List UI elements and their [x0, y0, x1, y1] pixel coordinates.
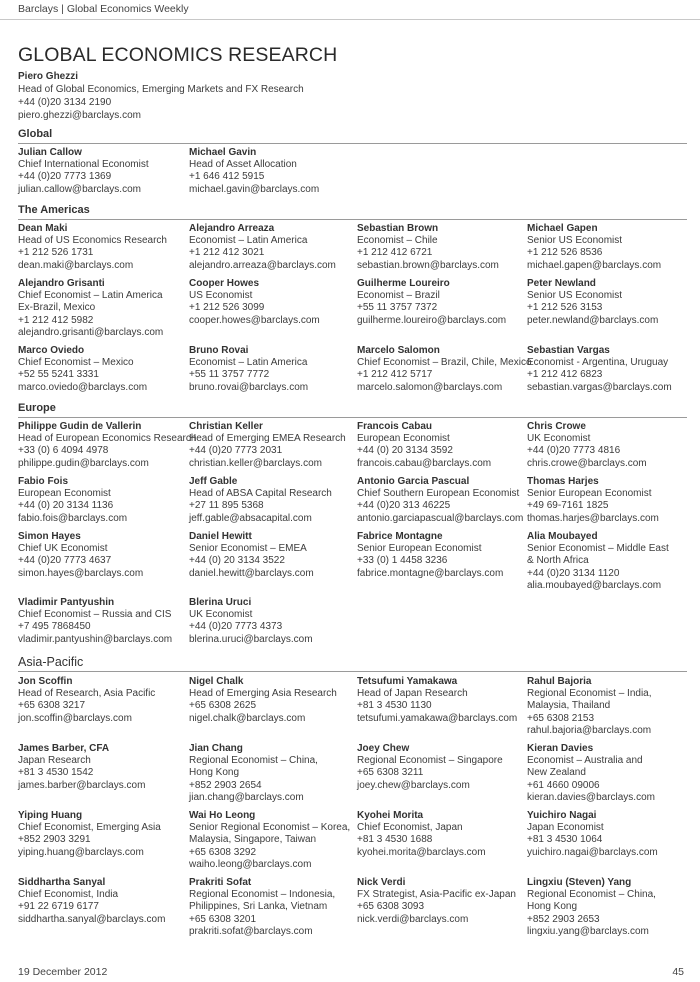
contact-email[interactable]: siddhartha.sanyal@barclays.com	[18, 913, 166, 925]
contact-name: Cooper Howes	[189, 278, 260, 289]
contact-name: Wai Ho Leong	[189, 810, 256, 821]
contact-detail: Economist – Chile	[357, 235, 438, 247]
contact-detail: +55 11 3757 7372	[357, 302, 438, 314]
contact-card	[527, 743, 695, 804]
contact-email[interactable]: simon.hayes@barclays.com	[18, 567, 144, 579]
contact-detail: Head of US Economics Research	[18, 235, 167, 247]
contact-detail: +44 (0)20 7773 2031	[189, 445, 283, 457]
contact-name: Fabio Fois	[18, 476, 68, 487]
contact-name: Michael Gapen	[527, 223, 598, 234]
page-number: 45	[672, 966, 684, 978]
contact-name: Bruno Rovai	[189, 345, 249, 356]
contact-detail: Regional Economist – Singapore	[357, 755, 503, 767]
contact-card	[189, 278, 357, 327]
contact-detail: +1 212 412 5717	[357, 369, 433, 381]
contact-detail: Chief Economist, India	[18, 889, 119, 901]
contact-detail: Economist - Argentina, Uruguay	[527, 357, 669, 369]
contact-detail: +55 11 3757 7772	[189, 369, 270, 381]
contact-detail: Chief Economist – Brazil, Chile, Mexico	[357, 357, 532, 369]
contact-email: piero.ghezzi@barclays.com	[18, 110, 141, 121]
contact-name: Jian Chang	[189, 743, 243, 754]
contact-card	[357, 345, 532, 394]
contact-name: Siddhartha Sanyal	[18, 877, 106, 888]
contact-name: Jeff Gable	[189, 476, 238, 487]
contact-card	[189, 223, 357, 272]
page-title: GLOBAL ECONOMICS RESEARCH	[18, 44, 338, 66]
contact-email[interactable]: thomas.harjes@barclays.com	[527, 512, 659, 524]
contact-detail: & North Africa	[527, 555, 589, 567]
contact-card	[357, 877, 525, 926]
contact-detail: +81 3 4530 1542	[18, 767, 94, 779]
contact-card	[527, 531, 695, 592]
contact-email[interactable]: cooper.howes@barclays.com	[189, 314, 320, 326]
contact-card	[189, 676, 357, 725]
contact-detail: +52 55 5241 3331	[18, 369, 99, 381]
contact-detail: +7 495 7868450	[18, 621, 91, 633]
contact-detail: +852 2903 3291	[18, 834, 91, 846]
contact-name: Guilherme Loureiro	[357, 278, 450, 289]
contact-detail: Senior Economist – Middle East	[527, 543, 669, 555]
contact-email[interactable]: jian.chang@barclays.com	[189, 791, 304, 803]
contact-detail: Senior US Economist	[527, 290, 623, 302]
contact-email[interactable]: julian.callow@barclays.com	[18, 183, 141, 195]
contact-detail: Chief Economist – Latin America	[18, 290, 163, 302]
contact-name: Piero Ghezzi	[18, 71, 79, 82]
contact-name: Marco Oviedo	[18, 345, 85, 356]
contact-email[interactable]: nigel.chalk@barclays.com	[189, 712, 306, 724]
contact-detail: Regional Economist – India,	[527, 688, 652, 700]
contact-detail: +44 (0)20 313 46225	[357, 500, 451, 512]
contact-card	[18, 345, 186, 394]
footer-date: 19 December 2012	[18, 966, 108, 978]
contact-detail: FX Strategist, Asia-Pacific ex-Japan	[357, 889, 516, 901]
contact-detail: +44 (0)20 7773 4373	[189, 621, 283, 633]
contact-detail: Ex-Brazil, Mexico	[18, 302, 96, 314]
contact-detail: +1 212 526 8536	[527, 247, 603, 259]
contact-name: Lingxiu (Steven) Yang	[527, 877, 632, 888]
contact-email[interactable]: sebastian.brown@barclays.com	[357, 259, 499, 271]
contact-email[interactable]: antonio.garciapascual@barclays.com	[357, 512, 524, 524]
contact-card	[189, 597, 357, 646]
contact-detail: +1 212 412 3021	[189, 247, 265, 259]
contact-email[interactable]: lingxiu.yang@barclays.com	[527, 925, 649, 937]
contact-email[interactable]: chris.crowe@barclays.com	[527, 457, 647, 469]
contact-card	[189, 743, 357, 804]
contact-detail: Senior Economist – EMEA	[189, 543, 307, 555]
contact-detail: Economist – Latin America	[189, 235, 308, 247]
contact-card	[18, 421, 197, 470]
contact-email[interactable]: dean.maki@barclays.com	[18, 259, 134, 271]
contact-email[interactable]: marcelo.salomon@barclays.com	[357, 381, 503, 393]
contact-email[interactable]: james.barber@barclays.com	[18, 779, 146, 791]
contact-name: Alejandro Grisanti	[18, 278, 105, 289]
contact-email[interactable]: yiping.huang@barclays.com	[18, 846, 144, 858]
contact-email[interactable]: kieran.davies@barclays.com	[527, 791, 655, 803]
contact-detail: Chief UK Economist	[18, 543, 108, 555]
contact-detail: +44 (0)20 7773 1369	[18, 171, 112, 183]
contact-detail: +65 6308 3093	[357, 901, 425, 913]
contact-name: Sebastian Vargas	[527, 345, 610, 356]
contact-name: Marcelo Salomon	[357, 345, 440, 356]
contact-detail: Chief Economist – Russia and CIS	[18, 609, 172, 621]
contact-detail: +81 3 4530 1130	[357, 700, 432, 712]
contact-detail: Economist – Latin America	[189, 357, 308, 369]
contact-email[interactable]: nick.verdi@barclays.com	[357, 913, 469, 925]
contact-email[interactable]: sebastian.vargas@barclays.com	[527, 381, 672, 393]
contact-detail: +65 6308 3292	[189, 846, 257, 858]
contact-detail: +65 6308 3201	[189, 913, 257, 925]
contact-detail: Regional Economist – Indonesia,	[189, 889, 336, 901]
contact-detail: Chief Economist, Emerging Asia	[18, 822, 161, 834]
contact-email[interactable]: fabrice.montagne@barclays.com	[357, 567, 504, 579]
contact-email[interactable]: jeff.gable@absacapital.com	[189, 512, 312, 524]
contact-detail: Chief Southern European Economist	[357, 488, 520, 500]
contact-card	[189, 476, 357, 525]
contact-detail: Senior Regional Economist – Korea,	[189, 822, 351, 834]
contact-detail: Economist – Australia and	[527, 755, 643, 767]
contact-detail: US Economist	[189, 290, 253, 302]
contact-name: Joey Chew	[357, 743, 410, 754]
contact-name: Chris Crowe	[527, 421, 586, 432]
contact-card	[357, 531, 525, 580]
contact-name: Kyohei Morita	[357, 810, 424, 821]
contact-card	[18, 476, 186, 525]
contact-card	[527, 877, 695, 938]
contact-name: Prakriti Sofat	[189, 877, 252, 888]
contact-card	[527, 278, 695, 327]
contact-name: Antonio Garcia Pascual	[357, 476, 470, 487]
contact-detail: +44 (0) 20 3134 3522	[189, 555, 285, 567]
contact-card	[189, 345, 357, 394]
contact-card	[18, 223, 186, 272]
contact-detail: Head of Japan Research	[357, 688, 468, 700]
contact-card	[527, 476, 695, 525]
contact-name: Michael Gavin	[189, 147, 257, 158]
contact-email[interactable]: alia.moubayed@barclays.com	[527, 579, 662, 591]
contact-name: Sebastian Brown	[357, 223, 439, 234]
contact-detail: UK Economist	[189, 609, 253, 621]
contact-detail: Japan Economist	[527, 822, 604, 834]
contact-detail: +1 212 412 6721	[357, 247, 433, 259]
contact-name: Yuichiro Nagai	[527, 810, 597, 821]
section-title-americas: The Americas	[18, 204, 90, 216]
contact-detail: +1 212 412 5982	[18, 314, 94, 326]
contact-detail: +44 (0)20 3134 1120	[527, 567, 620, 579]
contact-card	[357, 676, 525, 725]
contact-card	[527, 810, 695, 859]
contact-email[interactable]: philippe.gudin@barclays.com	[18, 457, 149, 469]
contact-email[interactable]: yuichiro.nagai@barclays.com	[527, 846, 658, 858]
contact-detail: Malaysia, Singapore, Taiwan	[189, 834, 317, 846]
contact-detail: +852 2903 2654	[189, 779, 262, 791]
contact-detail: +1 212 412 6823	[527, 369, 603, 381]
contact-email[interactable]: blerina.uruci@barclays.com	[189, 633, 313, 645]
contact-name: Rahul Bajoria	[527, 676, 592, 687]
contact-email[interactable]: michael.gavin@barclays.com	[189, 183, 320, 195]
contact-detail: +61 4660 09006	[527, 779, 600, 791]
contact-name: Dean Maki	[18, 223, 68, 234]
contact-email[interactable]: christian.keller@barclays.com	[189, 457, 322, 469]
contact-email[interactable]: waiho.leong@barclays.com	[189, 858, 312, 870]
contact-name: Francois Cabau	[357, 421, 433, 432]
contact-email[interactable]: daniel.hewitt@barclays.com	[189, 567, 314, 579]
contact-email[interactable]: tetsufumi.yamakawa@barclays.com	[357, 712, 518, 724]
contact-card	[189, 810, 357, 871]
contact-card	[527, 421, 695, 470]
contact-name: Julian Callow	[18, 147, 82, 158]
contact-card	[189, 421, 357, 470]
contact-phone: +44 (0)20 3134 2190	[18, 97, 112, 108]
contact-card	[189, 531, 357, 580]
contact-name: Christian Keller	[189, 421, 263, 432]
contact-detail: +44 (0)20 7773 4816	[527, 445, 621, 457]
contact-email[interactable]: alejandro.grisanti@barclays.com	[18, 326, 164, 338]
head-contact	[18, 70, 304, 122]
contact-email[interactable]: alejandro.arreaza@barclays.com	[189, 259, 336, 271]
contact-detail: Hong Kong	[189, 767, 240, 779]
contact-card	[18, 147, 186, 196]
running-header: Barclays | Global Economics Weekly	[18, 3, 189, 15]
contact-card	[357, 278, 525, 327]
header-rule	[0, 19, 700, 20]
contact-email[interactable]: jon.scoffin@barclays.com	[18, 712, 132, 724]
contact-name: Daniel Hewitt	[189, 531, 252, 542]
contact-detail: New Zealand	[527, 767, 586, 779]
contact-detail: +49 69-7161 1825	[527, 500, 609, 512]
contact-name: Alejandro Arreaza	[189, 223, 275, 234]
contact-detail: Senior US Economist	[527, 235, 623, 247]
contact-detail: Japan Research	[18, 755, 91, 767]
contact-card	[357, 743, 525, 792]
contact-detail: European Economist	[18, 488, 111, 500]
contact-name: Nick Verdi	[357, 877, 406, 888]
section-title-europe: Europe	[18, 402, 56, 414]
contact-name: Peter Newland	[527, 278, 596, 289]
contact-detail: +44 (0) 20 3134 3592	[357, 445, 453, 457]
contact-detail: Hong Kong	[527, 901, 578, 913]
contact-email[interactable]: peter.newland@barclays.com	[527, 314, 659, 326]
contact-name: Philippe Gudin de Vallerin	[18, 421, 142, 432]
contact-name: Blerina Uruci	[189, 597, 252, 608]
contact-detail: Chief Economist – Mexico	[18, 357, 134, 369]
contact-name: Kieran Davies	[527, 743, 594, 754]
contact-detail: Chief International Economist	[18, 159, 149, 171]
contact-detail: Philippines, Sri Lanka, Vietnam	[189, 901, 328, 913]
contact-detail: +81 3 4530 1688	[357, 834, 433, 846]
contact-name: Nigel Chalk	[189, 676, 244, 687]
contact-detail: UK Economist	[527, 433, 591, 445]
contact-card	[189, 147, 357, 196]
contact-email[interactable]: marco.oviedo@barclays.com	[18, 381, 148, 393]
contact-name: Tetsufumi Yamakawa	[357, 676, 458, 687]
contact-detail: +1 212 526 3099	[189, 302, 265, 314]
contact-detail: Malaysia, Thailand	[527, 700, 611, 712]
contact-card	[527, 676, 695, 737]
contact-card	[527, 345, 695, 394]
contact-detail: Head of Research, Asia Pacific	[18, 688, 156, 700]
contact-name: Vladimir Pantyushin	[18, 597, 115, 608]
contact-name: Fabrice Montagne	[357, 531, 443, 542]
contact-detail: +65 6308 3217	[18, 700, 86, 712]
contact-detail: Regional Economist – China,	[527, 889, 656, 901]
contact-detail: Head of Emerging EMEA Research	[189, 433, 346, 445]
contact-card	[18, 743, 186, 792]
contact-detail: Senior European Economist	[527, 488, 652, 500]
contact-email[interactable]: francois.cabau@barclays.com	[357, 457, 492, 469]
contact-detail: Regional Economist – China,	[189, 755, 318, 767]
contact-name: Simon Hayes	[18, 531, 81, 542]
contact-name: Thomas Harjes	[527, 476, 599, 487]
contact-detail: +1 212 526 3153	[527, 302, 603, 314]
contact-detail: +33 (0) 6 4094 4978	[18, 445, 109, 457]
contact-email[interactable]: kyohei.morita@barclays.com	[357, 846, 486, 858]
contact-detail: +27 11 895 5368	[189, 500, 264, 512]
contact-card	[527, 223, 695, 272]
contact-detail: Head of Emerging Asia Research	[189, 688, 337, 700]
contact-detail: +65 6308 2625	[189, 700, 257, 712]
contact-detail: Head of Asset Allocation	[189, 159, 297, 171]
contact-name: Yiping Huang	[18, 810, 83, 821]
contact-name: Jon Scoffin	[18, 676, 73, 687]
contact-email[interactable]: prakriti.sofat@barclays.com	[189, 925, 313, 937]
section-rule	[18, 671, 687, 672]
contact-detail: +852 2903 2653	[527, 913, 600, 925]
contact-name: Alia Moubayed	[527, 531, 598, 542]
contact-detail: Economist – Brazil	[357, 290, 440, 302]
contact-detail: +65 6308 2153	[527, 712, 595, 724]
contact-detail: +1 212 526 1731	[18, 247, 94, 259]
contact-email[interactable]: fabio.fois@barclays.com	[18, 512, 128, 524]
contact-detail: +65 6308 3211	[357, 767, 424, 779]
contact-detail: Senior European Economist	[357, 543, 482, 555]
contact-card	[18, 810, 186, 859]
contact-detail: Head of ABSA Capital Research	[189, 488, 332, 500]
contact-card	[357, 810, 525, 859]
contact-detail: +44 (0) 20 3134 1136	[18, 500, 114, 512]
contact-card	[357, 223, 525, 272]
contact-detail: +44 (0)20 7773 4637	[18, 555, 112, 567]
contact-card	[18, 676, 186, 725]
contact-email[interactable]: michael.gapen@barclays.com	[527, 259, 662, 271]
contact-card	[357, 476, 525, 525]
contact-card	[18, 531, 186, 580]
contact-detail: +33 (0) 1 4458 3236	[357, 555, 448, 567]
section-rule	[18, 143, 687, 144]
contact-email[interactable]: guilherme.loureiro@barclays.com	[357, 314, 507, 326]
section-rule	[18, 417, 687, 418]
contact-role: Head of Global Economics, Emerging Markets and FX Research	[18, 84, 304, 95]
contact-card	[18, 597, 186, 646]
contact-email[interactable]: vladimir.pantyushin@barclays.com	[18, 633, 173, 645]
contact-email[interactable]: joey.chew@barclays.com	[357, 779, 470, 791]
contact-detail: +91 22 6719 6177	[18, 901, 99, 913]
contact-detail: European Economist	[357, 433, 450, 445]
section-rule	[18, 219, 687, 220]
section-title-asia-pacific: Asia-Pacific	[18, 655, 84, 669]
contact-detail: Chief Economist, Japan	[357, 822, 463, 834]
contact-email[interactable]: bruno.rovai@barclays.com	[189, 381, 309, 393]
contact-email[interactable]: rahul.bajoria@barclays.com	[527, 724, 652, 736]
contact-card	[357, 421, 525, 470]
contact-card	[189, 877, 357, 938]
contact-detail: Head of European Economics Research	[18, 433, 197, 445]
contact-card	[18, 278, 186, 339]
contact-detail: +81 3 4530 1064	[527, 834, 603, 846]
contact-detail: +1 646 412 5915	[189, 171, 265, 183]
contact-name: James Barber, CFA	[18, 743, 110, 754]
section-title-global: Global	[18, 128, 53, 140]
contact-card	[18, 877, 186, 926]
